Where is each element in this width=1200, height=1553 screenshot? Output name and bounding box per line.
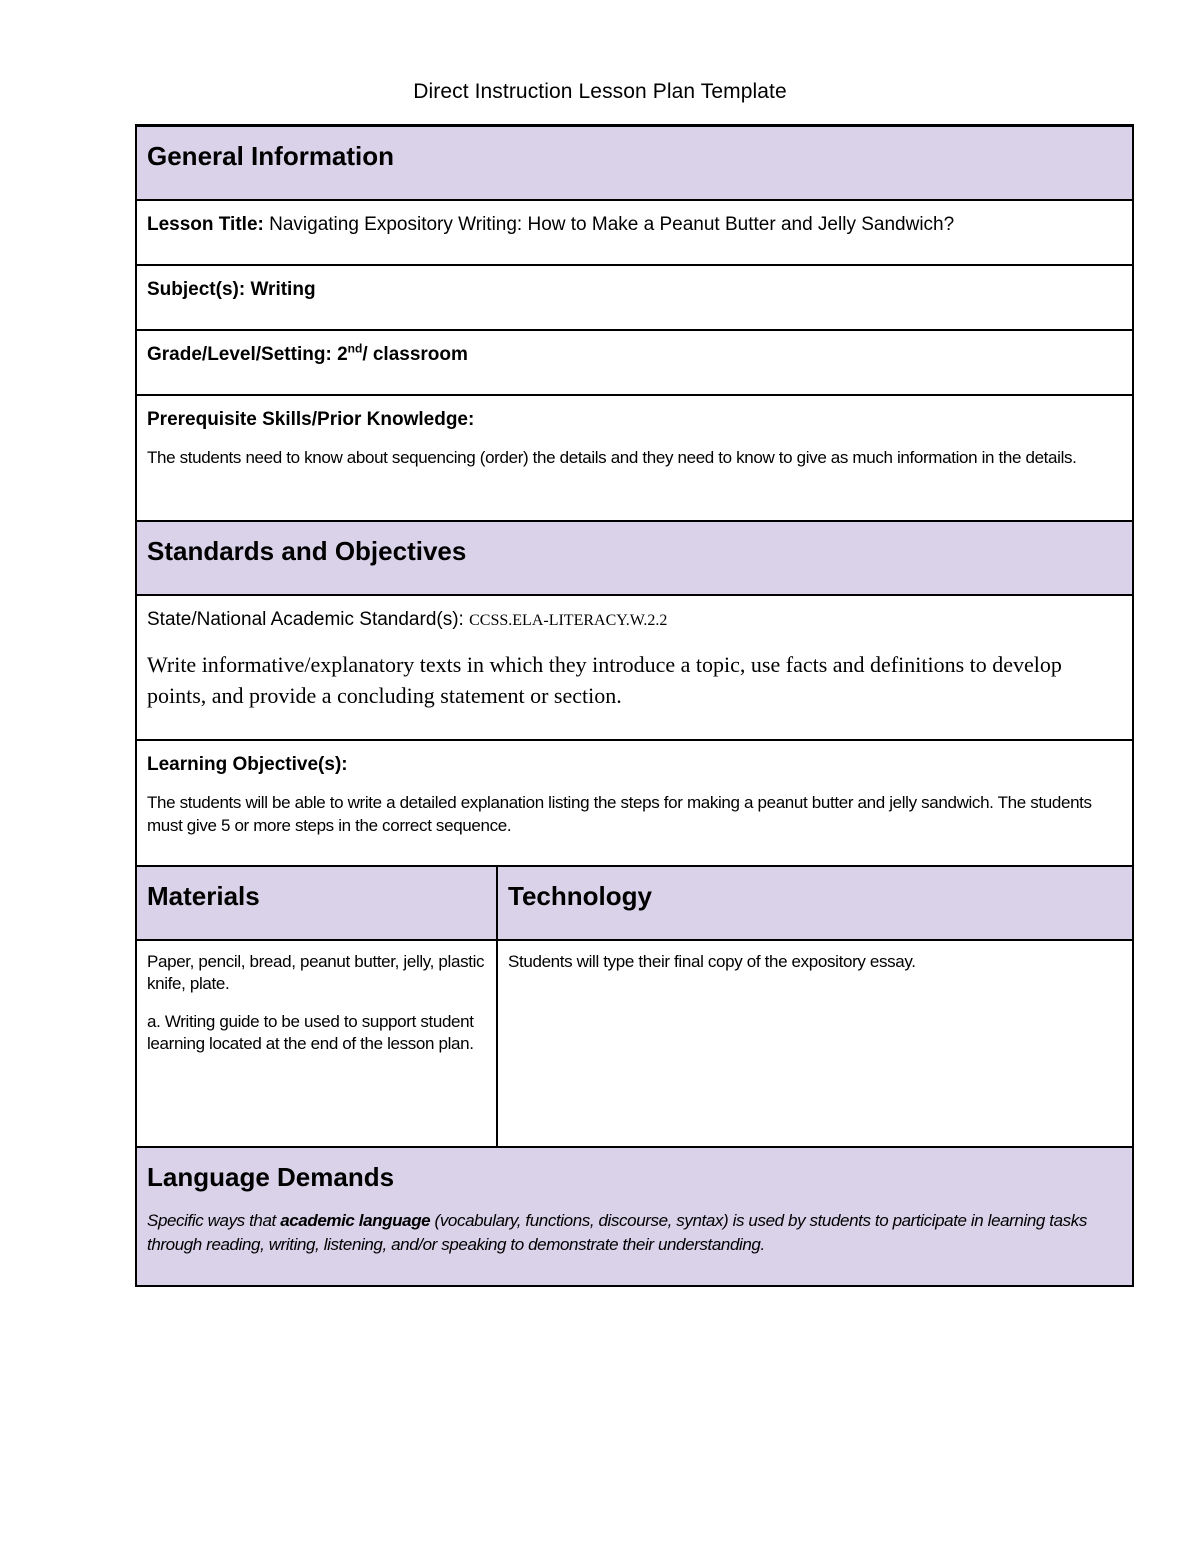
language-text-before: Specific ways that: [147, 1210, 281, 1230]
standard-code: CCSS.ELA-LITERACY.W.2.2: [469, 611, 668, 629]
standards-header-row: [136, 521, 1133, 595]
materials-item-1: Paper, pencil, bread, peanut butter, jelly, plastic knife, plate.: [147, 951, 485, 993]
lesson-plan-table: [135, 124, 1134, 1287]
materials-header: [136, 866, 497, 940]
technology-text: Students will type their final copy of the expository essay.: [508, 951, 916, 971]
learning-objective-heading: Learning Objective(s):: [147, 753, 348, 775]
section-heading-materials: Materials: [147, 880, 260, 911]
materials-technology-header-row: [136, 866, 1133, 940]
materials-item-2: a. Writing guide to be used to support student learning located at the end of the lesson plan.: [147, 1011, 474, 1053]
section-heading-language: Language Demands: [147, 1161, 395, 1192]
language-demands-cell: [136, 1147, 1133, 1286]
standards-header: [136, 521, 1133, 595]
standard-row: [136, 595, 1133, 740]
grade-value-setting: / classroom: [362, 343, 468, 365]
general-information-header: [136, 126, 1133, 200]
technology-header: [497, 866, 1133, 940]
lesson-title-label: Lesson Title:: [147, 213, 264, 235]
subject-value: Writing: [250, 278, 316, 300]
prerequisite-row: [136, 395, 1133, 521]
materials-technology-row: [136, 940, 1133, 1147]
section-heading-general: General Information: [147, 141, 395, 171]
subject-cell: [136, 265, 1133, 330]
learning-objective-row: [136, 740, 1133, 866]
prerequisite-cell: [136, 395, 1133, 521]
standard-label: State/National Academic Standard(s):: [147, 608, 464, 630]
grade-label: Grade/Level/Setting:: [147, 343, 332, 365]
subject-label: Subject(s):: [147, 278, 246, 300]
section-heading-technology: Technology: [508, 880, 652, 911]
subject-row: [136, 265, 1133, 330]
materials-cell: [136, 940, 497, 1147]
document-title: Direct Instruction Lesson Plan Template: [413, 80, 787, 103]
technology-cell: [497, 940, 1133, 1147]
learning-objective-cell: [136, 740, 1133, 866]
grade-value-number: 2: [337, 343, 348, 365]
grade-value-ordinal: nd: [347, 341, 363, 356]
prerequisite-text: The students need to know about sequencing (order) the details and they need to know to give as much information in the details.: [147, 447, 1077, 467]
grade-cell: [136, 330, 1133, 395]
standard-text: Write informative/explanatory texts in which they introduce a topic, use facts and definitions to develop points, and provide a concluding statement or section.: [147, 651, 1062, 708]
general-information-header-row: [136, 126, 1133, 200]
lesson-title-row: [136, 200, 1133, 265]
language-text-after: (vocabulary, functions, discourse, syntax) is used by students to participate in learning tasks through reading, writing, listening, and/or speaking to demonstrate their understanding.: [147, 1210, 1087, 1254]
lesson-title-cell: [136, 200, 1133, 265]
learning-objective-text: The students will be able to write a detailed explanation listing the steps for making a peanut butter and jelly sandwich. The students must give 5 or more steps in the correct sequence.: [147, 792, 1092, 835]
language-demands-text: [147, 1209, 1122, 1257]
section-heading-standards: Standards and Objectives: [147, 535, 467, 566]
grade-row: [136, 330, 1133, 395]
language-demands-row: [136, 1147, 1133, 1286]
standard-cell: [136, 595, 1133, 740]
prerequisite-heading: Prerequisite Skills/Prior Knowledge:: [147, 408, 475, 430]
language-text-bold: academic language: [280, 1210, 431, 1230]
lesson-title-value: Navigating Expository Writing: How to Make a Peanut Butter and Jelly Sandwich?: [269, 213, 955, 235]
